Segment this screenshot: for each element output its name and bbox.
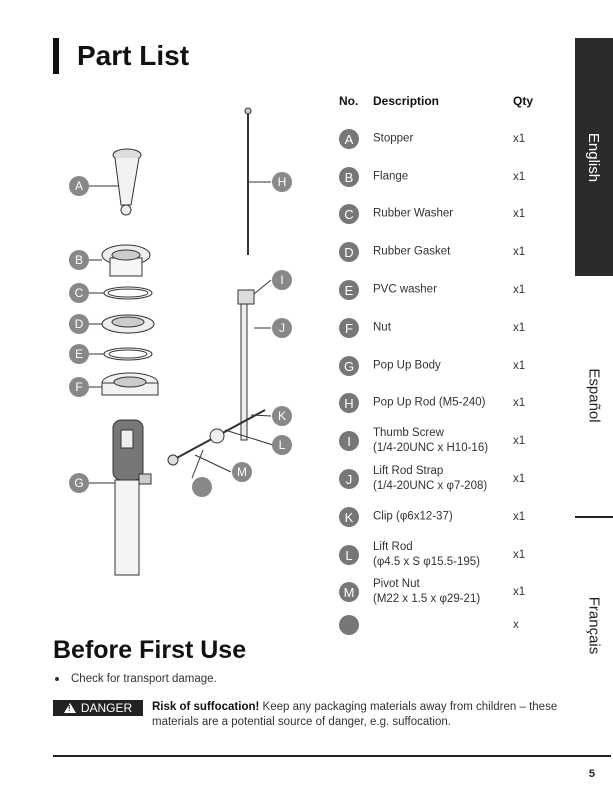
part-qty: x1 bbox=[513, 511, 526, 523]
diagram-label-f: F bbox=[75, 380, 83, 394]
page-title: Part List bbox=[77, 40, 190, 71]
part-qty: x1 bbox=[513, 322, 526, 334]
part-qty: x1 bbox=[513, 246, 526, 258]
parts-diagram bbox=[55, 100, 325, 600]
part-letter-badge: C bbox=[339, 204, 359, 224]
part-qty: x1 bbox=[513, 133, 526, 145]
tab-francais[interactable] bbox=[575, 560, 613, 690]
table-row bbox=[339, 577, 539, 607]
part-qty: x1 bbox=[513, 284, 526, 296]
warning-body: Keep any packaging materials away from children – these materials are a potential source of danger, e.g. suffocation. bbox=[152, 701, 558, 728]
danger-badge bbox=[53, 700, 143, 716]
warning-triangle-icon bbox=[64, 703, 76, 713]
diagram-label-c: C bbox=[74, 286, 84, 300]
diagram-label-e: E bbox=[74, 347, 84, 361]
part-letter-badge: I bbox=[339, 431, 359, 451]
table-row bbox=[339, 162, 539, 192]
diagram-label-d: D bbox=[74, 317, 84, 331]
section-title-before-first-use: Before First Use bbox=[53, 636, 247, 664]
part-qty: x1 bbox=[513, 586, 526, 598]
bullet-dot-icon bbox=[55, 677, 59, 681]
part-qty: x1 bbox=[513, 549, 526, 561]
part-letter-badge: E bbox=[339, 280, 359, 300]
part-letter-badge: A bbox=[339, 129, 359, 149]
table-header-no: No. bbox=[339, 94, 359, 108]
tab-francais-label: Français bbox=[585, 596, 603, 654]
diagram-label-j: J bbox=[279, 321, 285, 335]
part-description: Lift Rod Strap (1/4-20UNC x φ7-208) bbox=[373, 465, 488, 492]
part-description: Pivot Nut (M22 x 1.5 x φ29-21) bbox=[373, 578, 481, 605]
diagram-label-i: I bbox=[280, 273, 284, 287]
part-letter-badge: J bbox=[339, 469, 359, 489]
warning-bold: Risk of suffocation! bbox=[152, 701, 260, 713]
diagram-label-g: G bbox=[74, 476, 84, 490]
table-row bbox=[339, 540, 539, 570]
bullet-text: Check for transport damage. bbox=[71, 673, 217, 685]
table-row bbox=[339, 275, 539, 305]
table-row bbox=[339, 124, 539, 154]
tab-espanol[interactable] bbox=[575, 330, 613, 460]
diagram-label-a: A bbox=[74, 179, 84, 193]
part-qty: x1 bbox=[513, 171, 526, 183]
part-letter-badge: K bbox=[339, 507, 359, 527]
part-description: Clip (φ6x12-37) bbox=[373, 510, 453, 523]
tab-divider bbox=[575, 516, 613, 518]
diagram-labels bbox=[69, 172, 292, 497]
diagram-label-h: H bbox=[277, 175, 287, 189]
diagram-label-m: M bbox=[237, 465, 247, 479]
part-description: Thumb Screw (1/4-20UNC x H10-16) bbox=[373, 427, 489, 454]
part-letter-badge: H bbox=[339, 393, 359, 413]
part-description: Rubber Gasket bbox=[373, 245, 451, 258]
danger-label: DANGER bbox=[80, 701, 133, 715]
part-qty: x1 bbox=[513, 360, 526, 372]
table-row bbox=[339, 388, 539, 418]
table-header-description: Description bbox=[373, 94, 440, 108]
diagram-label-b: B bbox=[74, 253, 84, 267]
part-qty: x1 bbox=[513, 208, 526, 220]
part-letter-badge bbox=[339, 615, 359, 635]
part-qty: x1 bbox=[513, 473, 526, 485]
part-description: Flange bbox=[373, 170, 409, 183]
part-letter-badge: G bbox=[339, 356, 359, 376]
part-letter-badge: D bbox=[339, 242, 359, 262]
part-qty: x1 bbox=[513, 435, 526, 447]
table-row bbox=[339, 610, 539, 640]
table-row bbox=[339, 464, 539, 494]
part-description: PVC washer bbox=[373, 283, 437, 296]
table-row bbox=[339, 426, 539, 456]
part-letter-badge: B bbox=[339, 167, 359, 187]
part-letter-badge: F bbox=[339, 318, 359, 338]
part-qty: x1 bbox=[513, 397, 526, 409]
footer-divider bbox=[53, 755, 611, 757]
part-qty: x bbox=[513, 619, 519, 631]
table-row bbox=[339, 313, 539, 343]
part-description: Stopper bbox=[373, 132, 414, 145]
table-row bbox=[339, 502, 539, 532]
table-row bbox=[339, 199, 539, 229]
tab-espanol-label: Español bbox=[585, 367, 603, 423]
part-description: Pop Up Body bbox=[373, 359, 441, 372]
part-description: Pop Up Rod (M5-240) bbox=[373, 396, 486, 409]
table-header-qty: Qty bbox=[513, 94, 534, 108]
part-description: Lift Rod (φ4.5 x S φ15.5-195) bbox=[373, 541, 480, 568]
part-letter-badge: M bbox=[339, 582, 359, 602]
part-description: Nut bbox=[373, 321, 391, 334]
part-letter-badge: L bbox=[339, 545, 359, 565]
table-row bbox=[339, 237, 539, 267]
danger-warning-text bbox=[152, 700, 567, 730]
page-number: 5 bbox=[588, 768, 595, 780]
diagram-label-l: L bbox=[278, 438, 286, 452]
tab-english[interactable] bbox=[575, 38, 613, 276]
title-accent-bar bbox=[53, 38, 59, 74]
diagram-label-k: K bbox=[277, 409, 287, 423]
tab-english-label: English bbox=[585, 132, 603, 182]
bullet-item bbox=[55, 673, 217, 685]
part-description: Rubber Washer bbox=[373, 207, 454, 220]
table-row bbox=[339, 351, 539, 381]
